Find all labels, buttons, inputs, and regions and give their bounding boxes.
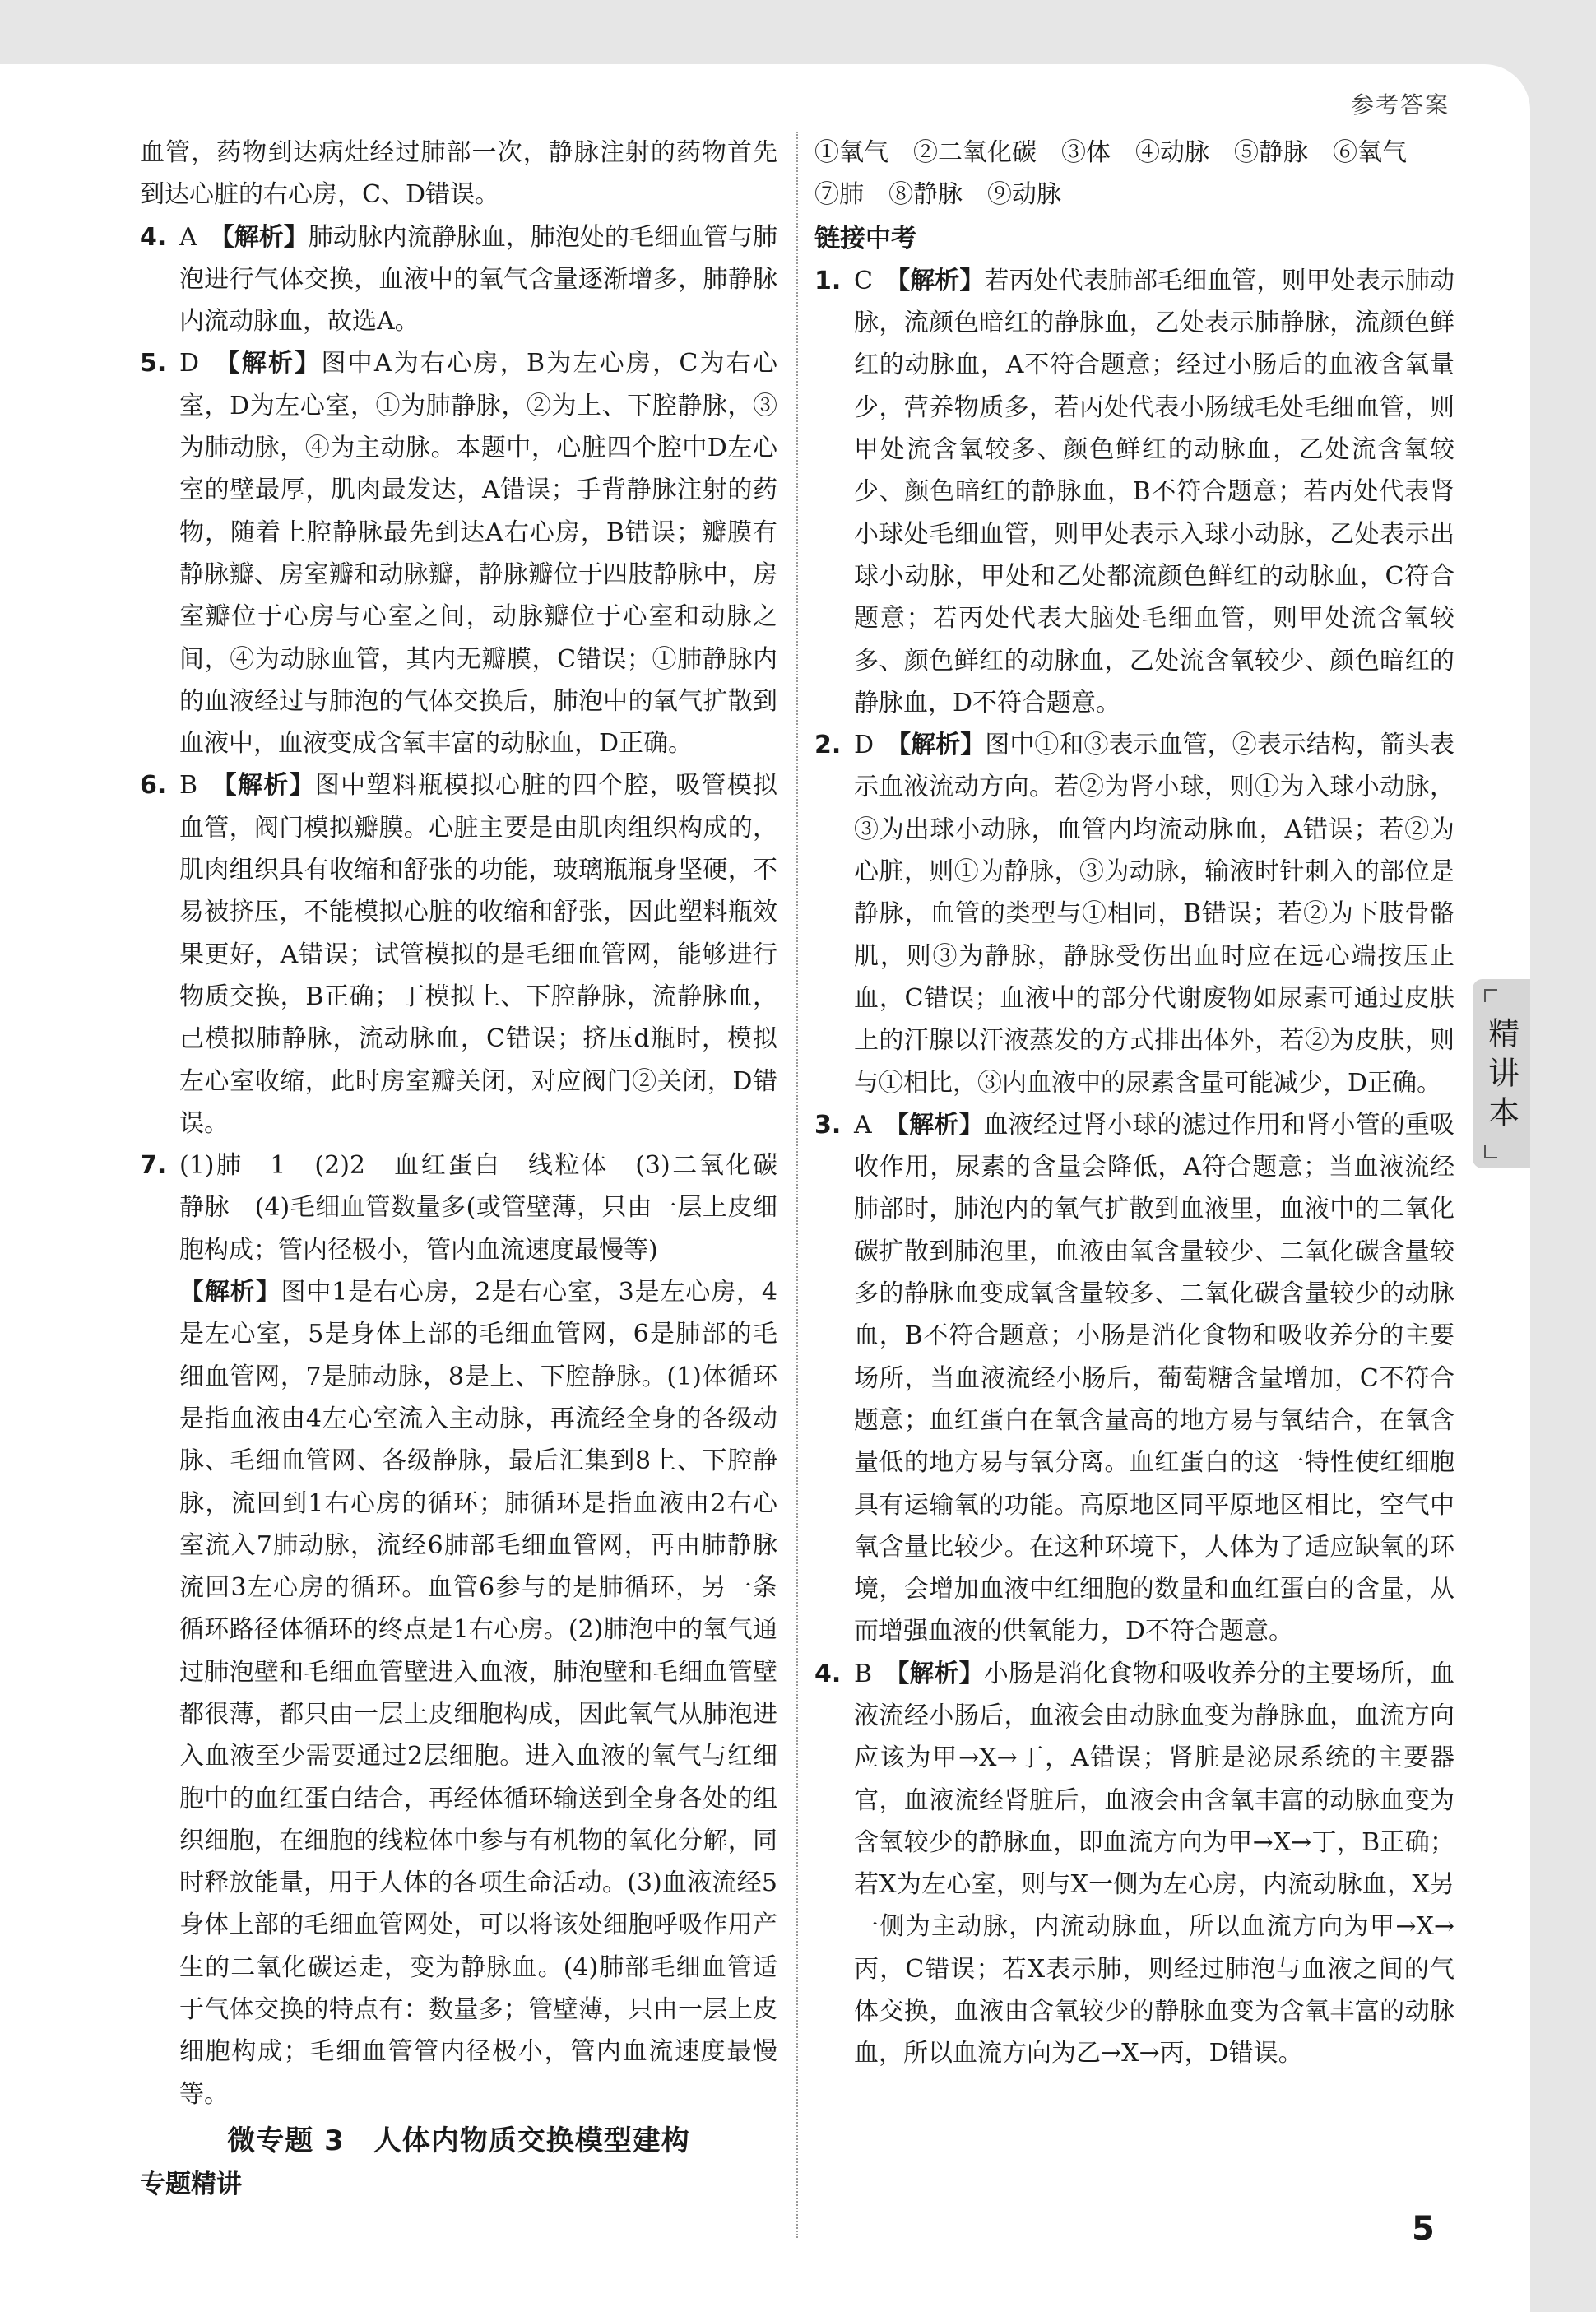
item-number: 5. [140,349,167,378]
analysis-tag: 【解析】 [898,731,986,760]
item-number: 3. [814,1110,842,1140]
item-answer: B [179,771,198,801]
micro-topic-title: 微专题 3 人体内物质交换模型建构 [227,2124,690,2157]
item-number: 7. [140,1151,167,1181]
left-column [140,132,802,2213]
item-text: 图中塑料瓶模拟心脏的四个腔，吸管模拟血管，阀门模拟瓣膜。心脏主要是由肌肉组织构成的，肌肉组织具有收缩和舒张的功能，玻璃瓶瓶身坚硬，不易被挤压，不能模拟心脏的收缩和舒张，因此塑料瓶效果更好，A错误；试管模拟的是毛细血管网，能够进行物质交换，B正确；丁模拟上、下腔静脉，流静脉血，己模拟肺静脉，流动脉血，C错误；挤压d瓶时，模拟左心室收缩，此时房室瓣关闭，对应阀门②关闭，D错误。 [179,771,778,1138]
item-text: 血液经过肾小球的滤过作用和肾小管的重吸收作用，尿素的含量会降低，A符合题意；当血液流经肺部时，肺泡内的氧气扩散到血液里，血液中的二氧化碳扩散到肺泡里，血液由氧含量较少、二氧化碳含量较多的静脉血变成氧含量较多、二氧化碳含量较少的动脉血，B不符合题意；小肠是消化食物和吸收养分的主要场所，当血液流经小肠后，葡萄糖含量增加，C不符合题意；血红蛋白在氧含量高的地方易与氧结合，在氧含量低的地方易与氧分离。血红蛋白的这一特性使红细胞具有运输氧的功能。高原地区同平原地区相比，空气中氧含量比较少。在这种环境下，人体为了适应缺氧的环境，会增加血液中红细胞的数量和血红蛋白的含量，从而增强血液的供氧能力，D不符合题意。 [854,1110,1455,1646]
item-answer: B [854,1659,873,1688]
exam-item-3 [814,1104,1454,1653]
analysis-tag: 【解析】 [896,1110,984,1140]
analysis-tag: 【解析】 [224,771,315,801]
analysis-tag: 【解析】 [227,349,322,378]
item-text: 小肠是消化食物和吸收养分的主要场所，血液流经小肠后，血液会由动脉血变为静脉血，血流方向应该为甲→X→丁，A错误；肾脏是泌尿系统的主要器官，血液流经肾脏后，血液会由含氧丰富的动脉血变为含氧较少的静脉血，即血流方向为甲→X→丁，B正确；若X为左心室，则与X一侧为左心房，内流动脉血，X另一侧为主动脉，内流动脉血，所以血流方向为甲→X→丙，C错误；若X表示肺，则经过肺泡与血液之间的气体交换，血液由含氧较少的静脉血变为含氧丰富的动脉血，所以血流方向为乙→X→丙，D错误。 [854,1659,1455,2068]
answer-page [0,64,1530,2312]
analysis-tag: 【解析】 [221,222,309,252]
answer-item-7 [140,1144,802,2115]
item-answer: (1)肺 1 (2)2 血红蛋白 线粒体 (3)二氧化碳 静脉 (4)毛细血管数量多(或管壁薄，只由一层上皮细胞构成；管内径极小，管内血流速度最慢等) [179,1151,802,1265]
item-number: 4. [814,1659,842,1688]
side-tab [1473,979,1530,1168]
analysis-tag: 【解析】 [179,1278,281,1307]
answer-item-5 [140,342,777,764]
bracket-decoration [1484,1145,1497,1158]
right-column [814,132,1454,2213]
item-number: 6. [140,771,167,801]
item-answer: D [854,731,875,760]
section-heading-exam: 链接中考 [814,223,916,253]
item-text: 图中1是右心房，2是右心室，3是左心房，4是左心室，5是身体上部的毛细血管网，6是肺部的毛细血管网，7是肺动脉，8是上、下腔静脉。(1)体循环是指血液由4左心室流入主动脉，再流经全身的各级动脉、毛细血管网、各级静脉，最后汇集到8上、下腔静脉，流回到1右心房的循环；肺循环是指血液由2右心室流入7肺动脉，流经6肺部毛细血管网，再由肺静脉流回3左心房的循环。血管6参与的是肺循环，另一条循环路径体循环的终点是1右心房。(2)肺泡中的氧气通过肺泡壁和毛细血管壁进入血液，肺泡壁和毛细血管壁都很薄，都只由一层上皮细胞构成，因此氧气从肺泡进入血液至少需要通过2层细胞。进入血液的氧气与红细胞中的血红蛋白结合，再经体循环输送到全身各处的组织细胞，在细胞的线粒体中参与有机物的氧化分解，同时释放能量，用于人体的各项生命活动。(3)血液流经5身体上部的毛细血管网处，可以将该处细胞呼吸作用产生的二氧化碳运走，变为静脉血。(4)肺部毛细血管适于气体交换的特点有：数量多；管壁薄，只由一层上皮细胞构成；毛细血管管内径极小，管内血流速度最慢等。 [179,1278,778,2109]
exam-item-4 [814,1653,1454,2075]
item-answer: D [179,349,200,378]
header-label: 参考答案 [1350,91,1450,118]
answer-item-4 [140,216,777,343]
item-number: 1. [814,266,842,295]
page-number: 5 [1412,2210,1435,2248]
item-text: 图中①和③表示血管，②表示结构，箭头表示血液流动方向。若②为肾小球，则①为入球小动脉，③为出球小动脉，血管内均流动脉血，A错误；若②为心脏，则①为静脉，③为动脉，输液时针刺入的部位是静脉，血管的类型与①相同，B错误；若②为下肢骨骼肌，则③为静脉，静脉受伤出血时应在远心端按压止血，C错误；血液中的部分代谢废物如尿素可通过皮肤上的汗腺以汗液蒸发的方式排出体外，若②为皮肤，则与①相比，③内血液中的尿素含量可能减少，D正确。 [854,731,1454,1098]
item-answer: C [854,266,873,295]
exam-item-2 [814,724,1454,1104]
fill-answers-line-2: ⑦肺 ⑧静脉 ⑨动脉 [814,180,1061,210]
item-number: 4. [140,222,167,252]
item-text: 肺动脉内流静脉血，肺泡处的毛细血管与肺泡进行气体交换，血液中的氧气含量逐渐增多，肺静脉内流动脉血，故选A。 [179,222,778,337]
item-answer: A [179,222,197,252]
column-divider [796,132,798,2238]
analysis-tag: 【解析】 [898,266,985,295]
fill-answers-line-1: ①氧气 ②二氧化碳 ③体 ④动脉 ⑤静脉 ⑥氧气 [814,138,1407,167]
item-text: 若丙处代表肺部毛细血管，则甲处表示肺动脉，流颜色暗红的静脉血，乙处表示肺静脉，流颜色鲜红的动脉血，A不符合题意；经过小肠后的血液含氧量少，营养物质多，若丙处代表小肠绒毛处毛细血管，则甲处流含氧较多、颜色鲜红的动脉血，乙处流含氧较少、颜色暗红的静脉血，B不符合题意；若丙处代表肾小球处毛细血管，则甲处表示入球小动脉，乙处表示出球小动脉，甲处和乙处都流颜色鲜红的动脉血，C符合题意；若丙处代表大脑处毛细血管，则甲处流含氧较多、颜色鲜红的动脉血，乙处流含氧较少、颜色暗红的静脉血，D不符合题意。 [854,266,1455,717]
answer-item-6 [140,764,777,1144]
side-tab-label: 精讲本 [1482,1017,1519,1135]
analysis-tag: 【解析】 [897,1659,984,1688]
exam-item-1 [814,260,1454,724]
item-text: 图中A为右心房，B为左心房，C为右心室，D为左心室，①为肺静脉，②为上、下腔静脉，③为肺动脉，④为主动脉。本题中，心脏四个腔中D左心室的壁最厚，肌肉最发达，A错误；手背静脉注射的药物，随着上腔静脉最先到达A右心房，B错误；瓣膜有静脉瓣、房室瓣和动脉瓣，静脉瓣位于四肢静脉中，房室瓣位于心房与心室之间，动脉瓣位于心室和动脉之间，④为动脉血管，其内无瓣膜，C错误；①肺静脉内的血液经过与肺泡的气体交换后，肺泡中的氧气扩散到血液中，血液变成含氧丰富的动脉血，D正确。 [179,349,778,759]
item-answer: A [854,1110,872,1140]
continuation-text: 血管，药物到达病灶经过肺部一次，静脉注射的药物首先到达心脏的右心房，C、D错误。 [140,138,777,210]
item-number: 2. [814,731,842,760]
section-heading-topic: 专题精讲 [140,2170,242,2200]
